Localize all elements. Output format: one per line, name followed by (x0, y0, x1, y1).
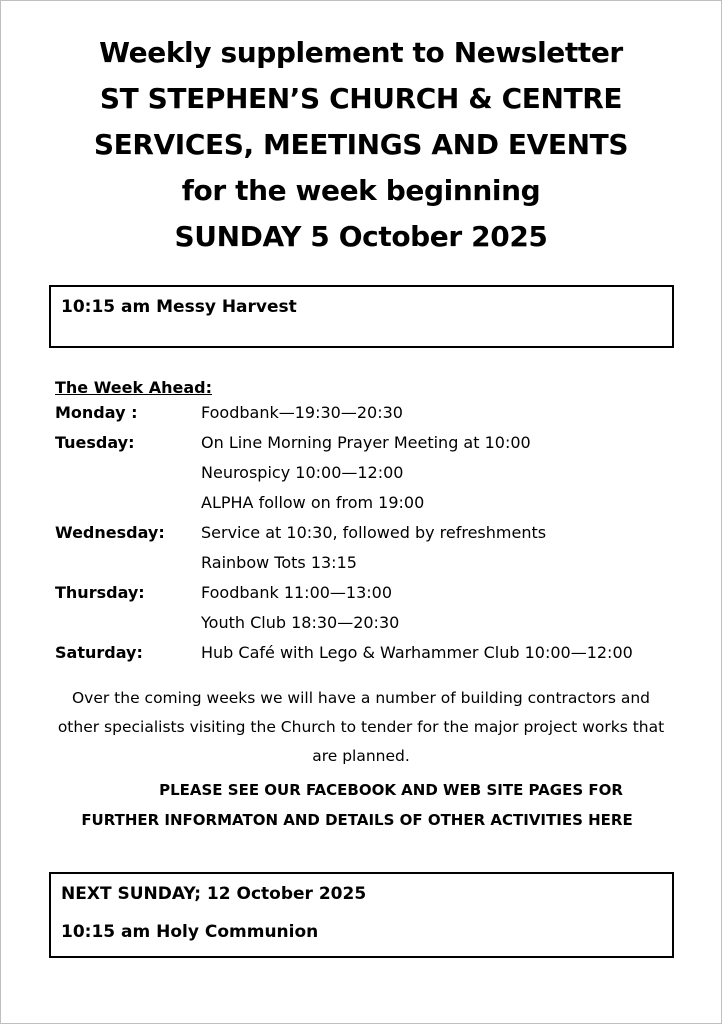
week-ahead-heading: The Week Ahead: (55, 378, 212, 397)
page-title (0, 30, 722, 260)
schedule-row (55, 643, 695, 673)
schedule-entry: On Line Morning Prayer Meeting at 10:00 (201, 433, 531, 452)
schedule-row (55, 523, 695, 553)
contractors-notice: Over the coming weeks we will have a number of building contractors and other specialists visiting the Church to tender for the major project works that are planned. (57, 689, 665, 765)
next-sunday-service: 10:15 am Holy Communion (61, 922, 319, 942)
schedule-entry: Youth Club 18:30—20:30 (201, 613, 400, 632)
next-sunday-date: NEXT SUNDAY; 12 October 2025 (61, 884, 367, 904)
schedule-entry: Foodbank 11:00—13:00 (201, 583, 393, 602)
schedule-day: Saturday: (55, 643, 143, 662)
schedule-entry: Foodbank—19:30—20:30 (201, 403, 403, 422)
further-info-line: FURTHER INFORMATON AND DETAILS OF OTHER ACTIVITIES HERE (81, 811, 633, 829)
title-line: ST STEPHEN’S CHURCH & CENTRE (99, 82, 623, 115)
schedule-row (55, 463, 695, 493)
schedule-row (55, 553, 695, 583)
further-info-line: PLEASE SEE OUR FACEBOOK AND WEB SITE PAGES FOR (159, 781, 623, 799)
schedule-row (55, 403, 695, 433)
title-line: SUNDAY 5 October 2025 (174, 220, 548, 253)
schedule-row (55, 583, 695, 613)
schedule-entry: ALPHA follow on from 19:00 (201, 493, 425, 512)
weekly-schedule (55, 403, 695, 673)
schedule-entry: Service at 10:30, followed by refreshments (201, 523, 547, 542)
further-info-notice (0, 775, 722, 835)
schedule-row (55, 493, 695, 523)
schedule-row (55, 613, 695, 643)
schedule-day: Tuesday: (55, 433, 135, 452)
todays-service-text: 10:15 am Messy Harvest (61, 297, 297, 317)
title-line: Weekly supplement to Newsletter (99, 36, 623, 69)
schedule-row (55, 433, 695, 463)
schedule-day: Thursday: (55, 583, 145, 602)
schedule-day: Monday : (55, 403, 138, 422)
title-line: for the week beginning (181, 174, 541, 207)
schedule-day: Wednesday: (55, 523, 165, 542)
next-sunday-box (49, 872, 674, 958)
schedule-entry: Rainbow Tots 13:15 (201, 553, 357, 572)
schedule-entry: Neurospicy 10:00—12:00 (201, 463, 404, 482)
schedule-entry: Hub Café with Lego & Warhammer Club 10:00—12:00 (201, 643, 633, 662)
todays-service-box (49, 285, 674, 348)
title-line: SERVICES, MEETINGS AND EVENTS (93, 128, 629, 161)
